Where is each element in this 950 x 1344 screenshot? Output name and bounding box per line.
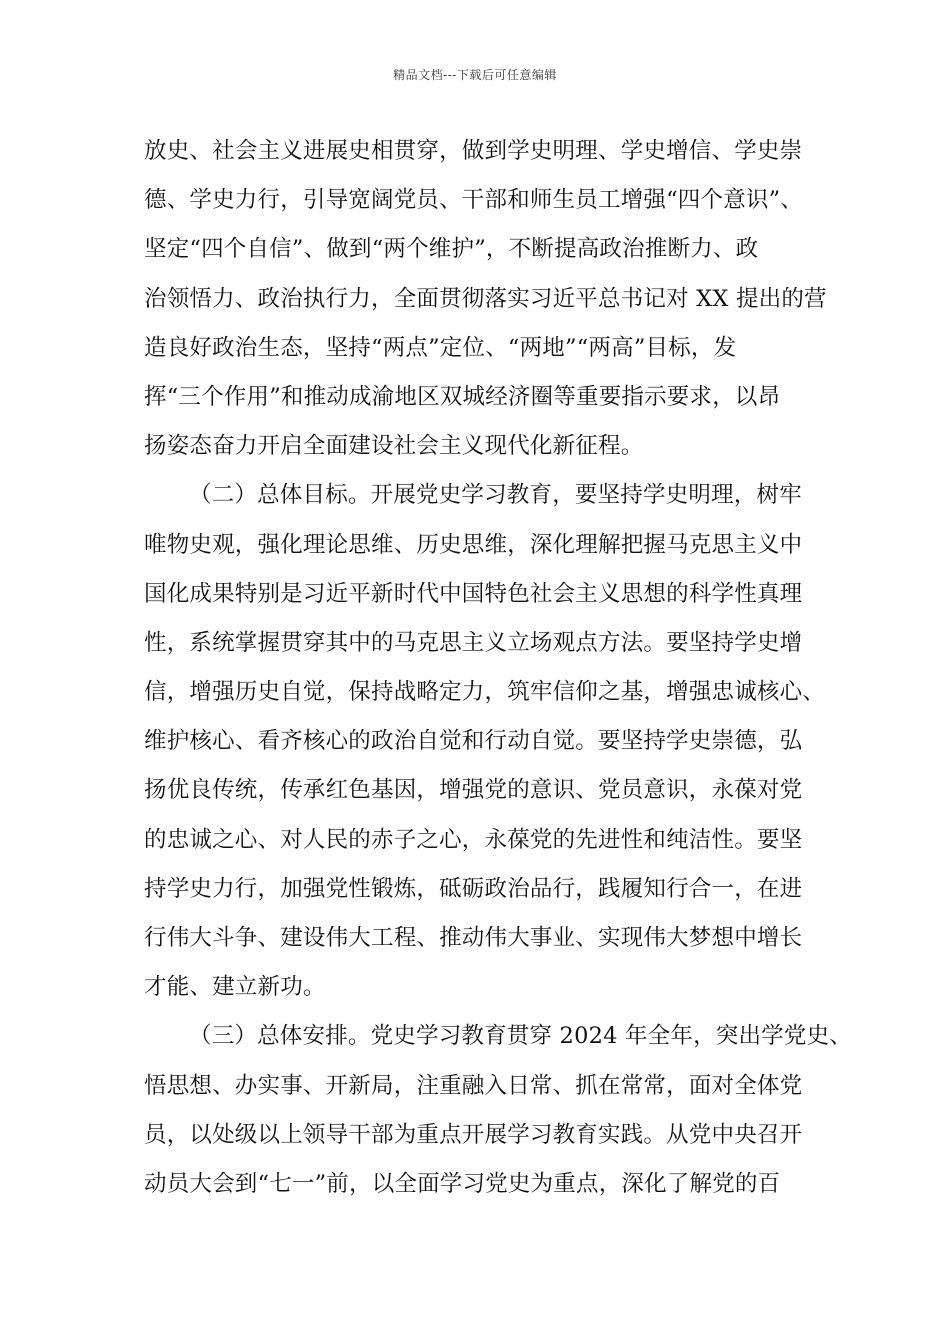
text-line: 德、学史力行，引导宽阔党员、干部和师生员工增强“四个意识”、 — [144, 187, 804, 214]
text-line: 造良好政治生态，坚持“两点”定位、“两地”“两高”目标，发 — [144, 334, 737, 361]
document-body — [144, 132, 852, 1214]
page-header: 精品文档---下载后可任意编辑 — [393, 68, 557, 82]
text-line: 坚定“四个自信”、做到“两个维护”，不断提高政治推断力、政 — [144, 236, 759, 263]
text-line: 信，增强历史自觉，保持战略定力，筑牢信仰之基，增强忠诚核心、 — [144, 679, 826, 706]
text-line: 才能、建立新功。 — [144, 974, 326, 1001]
text-line: 扬姿态奋力开启全面建设社会主义现代化新征程。 — [144, 433, 644, 460]
text-line: 维护核心、看齐核心的政治自觉和行动自觉。要坚持学史崇德，弘 — [144, 728, 803, 755]
text-line: 持学史力行，加强党性锻炼，砥砺政治品行，践履知行合一，在进 — [144, 875, 803, 902]
text-line: 扬优良传统，传承红色基因，增强党的意识、党员意识，永葆对党 — [144, 777, 803, 804]
text-line: 性，系统掌握贯穿其中的马克思主义立场观点方法。要坚持学史增 — [144, 629, 803, 656]
text-line: 放史、社会主义进展史相贯穿，做到学史明理、学史增信、学史崇 — [144, 138, 803, 164]
text-line: （二）总体目标。开展党史学习教育，要坚持学史明理，树牢 — [189, 482, 802, 509]
text-line: 动员大会到“七一”前，以全面学习党史为重点，深化了解党的百 — [144, 1170, 781, 1197]
text-line: 的忠诚之心、对人民的赤子之心，永葆党的先进性和纯洁性。要坚 — [144, 826, 803, 853]
text-line: 员，以处级以上领导干部为重点开展学习教育实践。从党中央召开 — [144, 1121, 803, 1148]
text-line: 悟思想、办实事、开新局，注重融入日常、抓在常常，面对全体党 — [144, 1072, 803, 1099]
text-line: 国化成果特别是习近平新时代中国特色社会主义思想的科学性真理 — [144, 580, 803, 607]
text-line: 挥“三个作用”和推动成渝地区双城经济圈等重要指示要求，以昂 — [144, 383, 781, 410]
text-line: 治领悟力、政治执行力，全面贯彻落实习近平总书记对 XX 提出的营 — [144, 285, 827, 312]
text-line: 行伟大斗争、建设伟大工程、推动伟大事业、实现伟大梦想中增长 — [144, 925, 803, 951]
text-line: （三）总体安排。党史学习教育贯穿 2024 年全年，突出学党史、 — [189, 1023, 852, 1050]
text-line: 唯物史观，强化理论思维、历史思维，深化理解把握马克思主义中 — [144, 531, 803, 558]
